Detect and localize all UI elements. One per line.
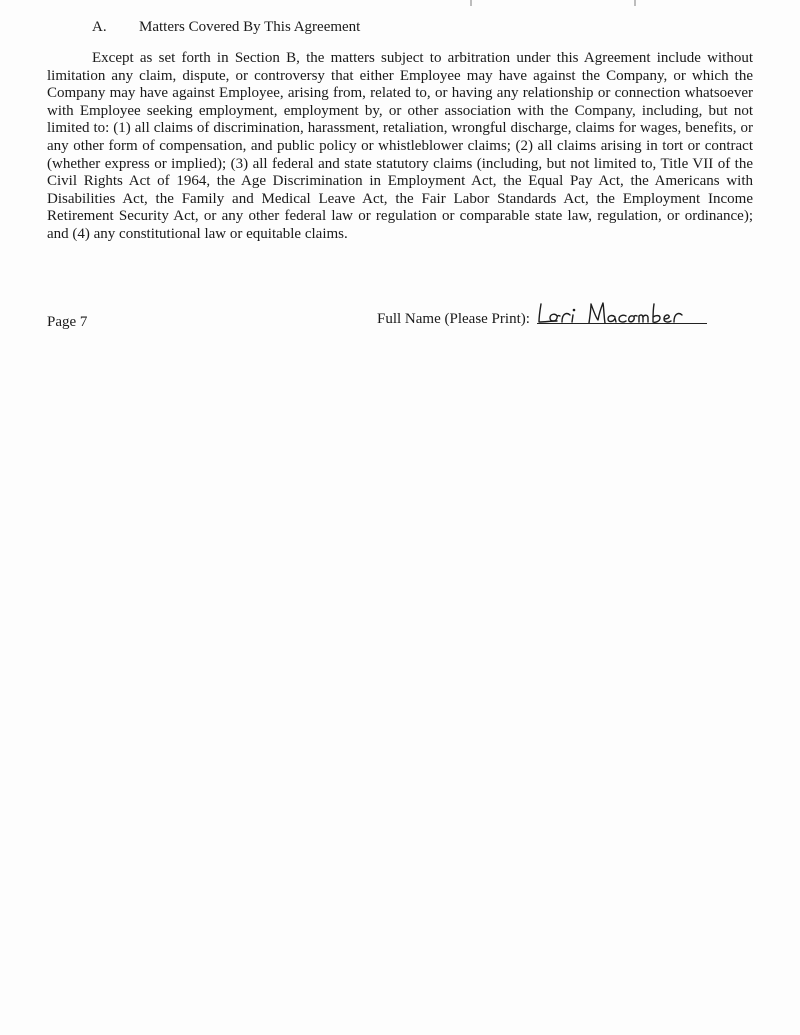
- full-name-label: Full Name (Please Print):: [377, 311, 530, 327]
- section-heading: [92, 18, 360, 36]
- scan-artifact: [470, 0, 472, 6]
- section-letter: A.: [92, 19, 107, 35]
- signature-underline: [537, 323, 707, 324]
- body-paragraph: Except as set forth in Section B, the matters subject to arbitration under this Agreement include without limitation any claim, dispute, or controversy that either Employee may have against the Company, or which the Company may have against Employee, arising from, related to, or having any relationship or connection whatsoever with Employee seeking employment, employment by, or other association with the Company, including, but not limited to: (1) all claims of discrimination, harassment, retaliation, wrongful discharge, claims for wages, benefits, or any other form of compensation, and public policy or whistleblower claims; (2) all claims arising in tort or contract (whether express or implied); (3) all federal and state statutory claims (including, but not limited to, Title VII of the Civil Rights Act of 1964, the Age Discrimination in Employment Act, the Equal Pay Act, the Americans with Disabilities Act, the Family and Medical Leave Act, the Fair Labor Standards Act, the Employment Income Retirement Security Act, or any other federal law or regulation or comparable state law, regulation, or ordinance); and (4) any constitutional law or equitable claims.: [47, 50, 753, 242]
- scan-artifact: [634, 0, 636, 6]
- section-title: Matters Covered By This Agreement: [139, 19, 361, 35]
- page-number: Page 7: [47, 314, 88, 330]
